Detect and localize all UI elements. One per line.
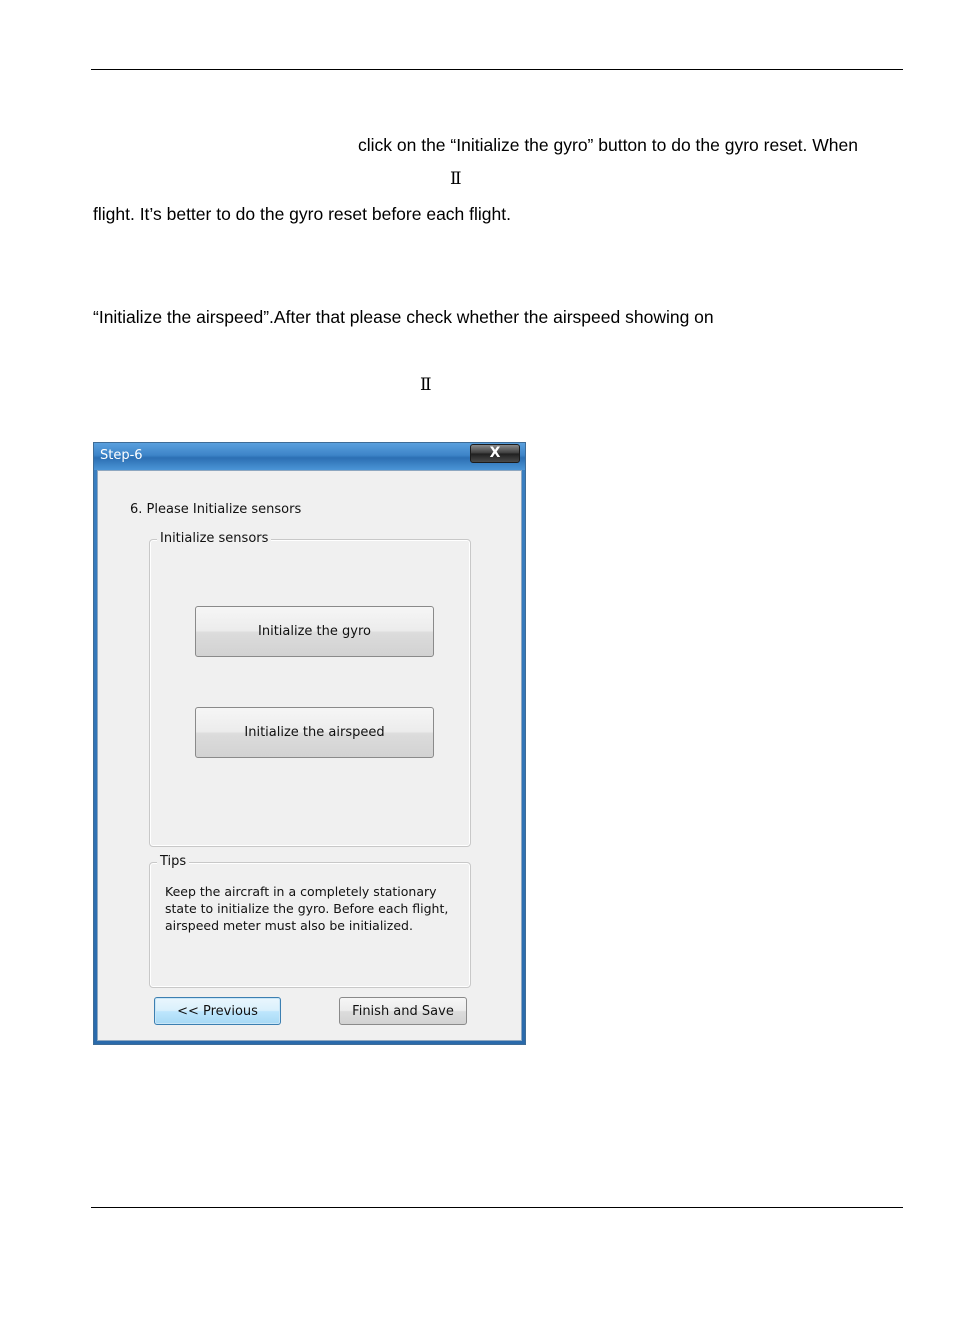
tips-group	[149, 854, 471, 988]
step6-dialog	[93, 442, 526, 1045]
tips-group-title: Tips	[157, 854, 189, 869]
dialog-title: Step-6	[100, 448, 143, 463]
initialize-airspeed-button[interactable]: Initialize the airspeed	[195, 707, 434, 758]
body-text-line-3: “Initialize the airspeed”.After that please check whether the airspeed showing on	[93, 307, 714, 327]
roman-numeral-2: Ⅱ	[450, 169, 462, 189]
close-button[interactable]	[470, 444, 520, 463]
dialog-client-area	[97, 470, 522, 1041]
finish-and-save-button[interactable]: Finish and Save	[339, 997, 467, 1025]
sensors-group-title: Initialize sensors	[157, 531, 271, 546]
body-text-line-2: flight. It’s better to do the gyro reset before each flight.	[93, 204, 511, 224]
roman-numeral-2b: Ⅱ	[420, 375, 432, 395]
tips-text: Keep the aircraft in a completely stationary state to initialize the gyro. Before each flight, airspeed meter must also be initialized.	[165, 884, 449, 933]
dialog-titlebar[interactable]	[94, 443, 525, 470]
sensors-group	[149, 531, 471, 847]
close-icon: X	[489, 445, 501, 461]
header-rule	[91, 69, 903, 70]
initialize-gyro-button[interactable]: Initialize the gyro	[195, 606, 434, 657]
step-label: 6. Please Initialize sensors	[130, 502, 302, 517]
previous-button[interactable]: << Previous	[154, 997, 281, 1025]
footer-rule	[91, 1207, 903, 1208]
body-text-line-1: click on the “Initialize the gyro” button to do the gyro reset. When	[358, 135, 858, 155]
